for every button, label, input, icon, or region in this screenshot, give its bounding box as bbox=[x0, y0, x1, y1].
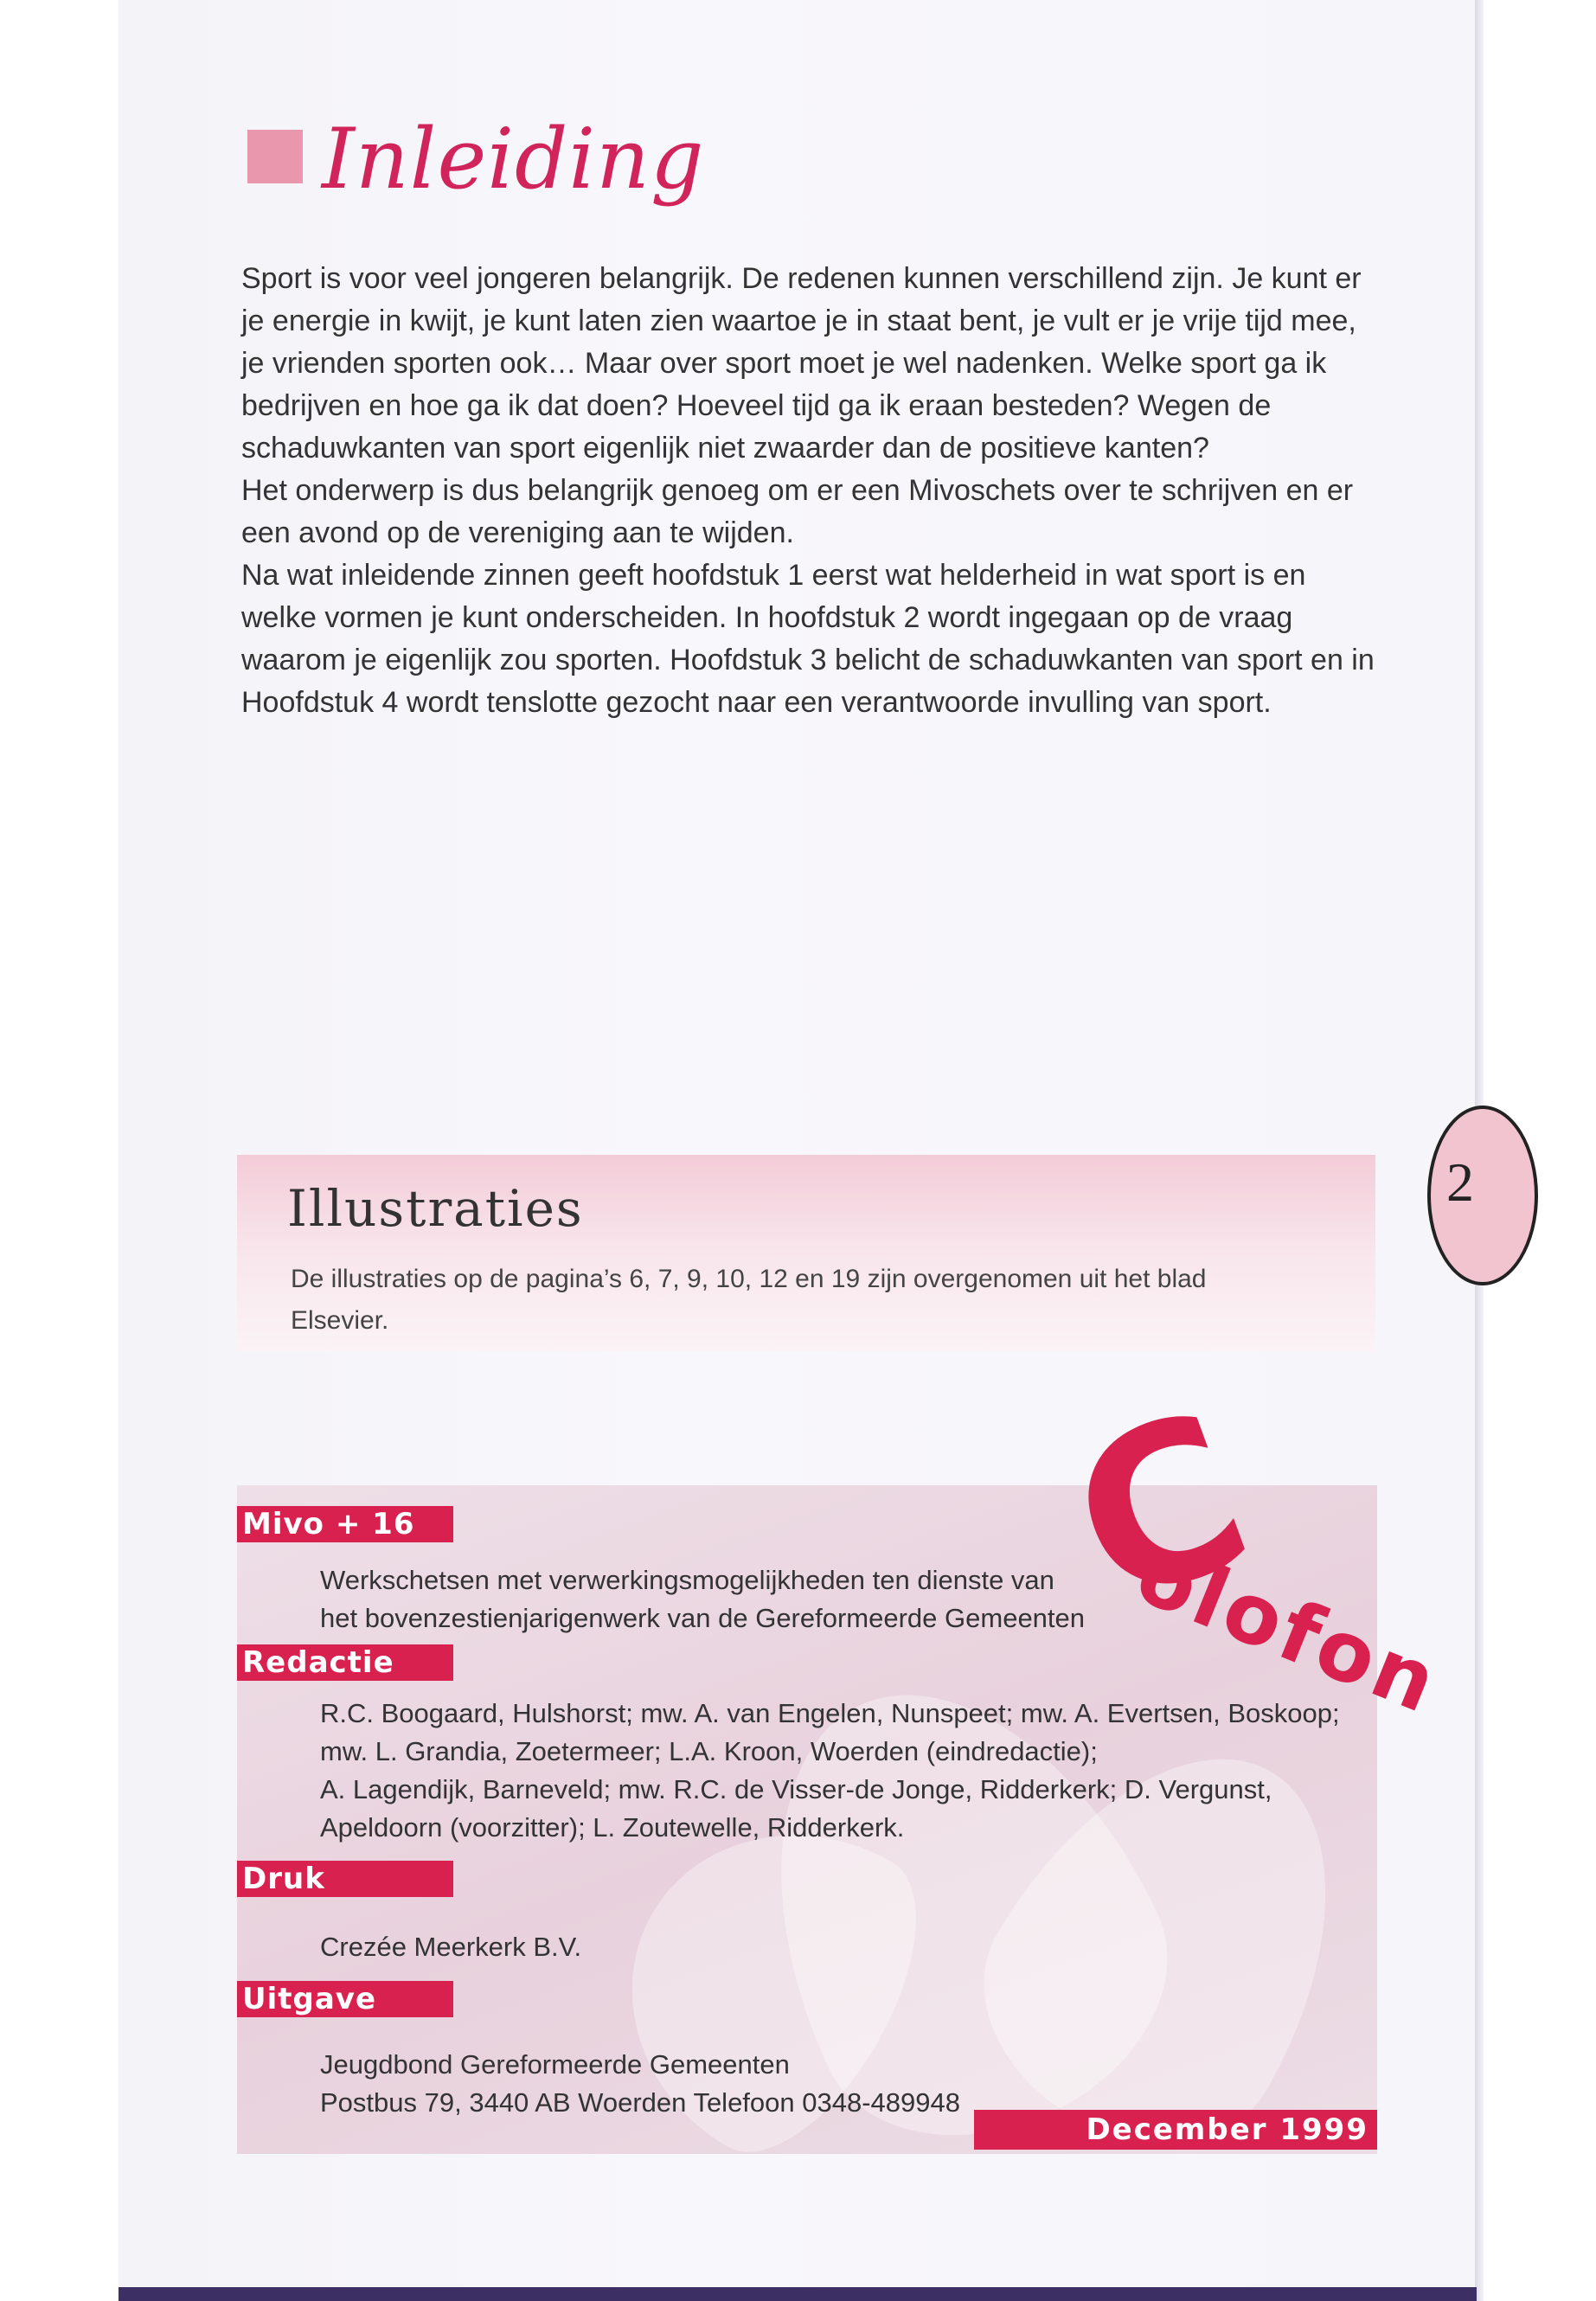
label-mivo: Mivo + 16 bbox=[237, 1506, 453, 1542]
intro-paragraph-2: Het onderwerp is dus belangrijk genoeg om er een Mivoschets over te schrijven en er een avond op de vereniging aan te wijden. bbox=[241, 474, 1354, 549]
label-druk: Druk bbox=[237, 1861, 453, 1897]
druk-line-1: Crezée Meerkerk B.V. bbox=[320, 1932, 582, 1962]
page-tab-number: 2 bbox=[1446, 1151, 1474, 1213]
illustraties-box bbox=[237, 1155, 1375, 1351]
label-redactie: Redactie bbox=[237, 1644, 453, 1681]
colofon-heading-rest: olofon bbox=[1124, 1524, 1453, 1734]
inleiding-body bbox=[241, 258, 1383, 724]
uitgave-line-2: Postbus 79, 3440 AB Woerden Telefoon 0348-489948 bbox=[320, 2087, 960, 2118]
intro-paragraph-1: Sport is voor veel jongeren belangrijk. De redenen kunnen verschillend zijn. Je kunt er je energie in kwijt, je kunt laten zien waartoe je in staat bent, je vult er je vrije tijd mee, je vrienden sporten ook… Maar over sport moet je wel nadenken. Welke sport ga ik bedrijven en hoe ga ik dat doen? Hoeveel tijd ga ik eraan besteden? Wegen de schaduwkanten van sport eigenlijk niet zwaarder dan de positieve kanten? bbox=[241, 262, 1362, 465]
uitgave-text bbox=[320, 2046, 960, 2122]
mivo-text bbox=[320, 1561, 1085, 1638]
colofon-heading bbox=[1042, 1363, 1479, 1765]
uitgave-line-1: Jeugdbond Gereformeerde Gemeenten bbox=[320, 2049, 790, 2080]
inleiding-title: Inleiding bbox=[322, 111, 705, 208]
colofon-heading-c: C bbox=[1042, 1363, 1279, 1655]
intro-paragraph-3: Na wat inleidende zinnen geeft hoofdstuk 1 eerst wat helderheid in wat sport is en welke vormen je kunt onderscheiden. In hoofdstuk 2 wordt ingegaan op de vraag waarom je eigenlijk zou sporten. Hoofdstuk 3 belicht de schaduwkanten van sport en in Hoofdstuk 4 wordt tenslotte gezocht naar een verantwoorde invulling van sport. bbox=[241, 559, 1375, 719]
mivo-line-2: het bovenzestienjarigenwerk van de Gereformeerde Gemeenten bbox=[320, 1603, 1086, 1633]
page-tab-circle bbox=[1427, 1106, 1538, 1285]
redactie-line-2: mw. L. Grandia, Zoetermeer; L.A. Kroon, Woerden (eindredactie); bbox=[320, 1736, 1098, 1766]
druk-text bbox=[320, 1928, 581, 1966]
bottom-strip bbox=[119, 2287, 1477, 2301]
illustraties-title: Illustraties bbox=[287, 1179, 584, 1238]
date-badge: December 1999 bbox=[974, 2110, 1377, 2150]
redactie-line-4: Apeldoorn (voorzitter); L. Zoutewelle, Ridderkerk. bbox=[320, 1812, 905, 1843]
redactie-line-1: R.C. Boogaard, Hulshorst; mw. A. van Engelen, Nunspeet; mw. A. Evertsen, Boskoop; bbox=[320, 1698, 1340, 1728]
illustraties-text: De illustraties op de pagina’s 6, 7, 9, 10, 12 en 19 zijn overgenomen uit het blad Elsevier. bbox=[291, 1265, 1207, 1335]
heading-square-icon bbox=[247, 130, 303, 183]
label-uitgave: Uitgave bbox=[237, 1981, 453, 2017]
mivo-line-1: Werkschetsen met verwerkingsmogelijkheden ten dienste van bbox=[320, 1565, 1054, 1595]
redactie-line-3: A. Lagendijk, Barneveld; mw. R.C. de Visser-de Jonge, Ridderkerk; D. Vergunst, bbox=[320, 1774, 1272, 1804]
